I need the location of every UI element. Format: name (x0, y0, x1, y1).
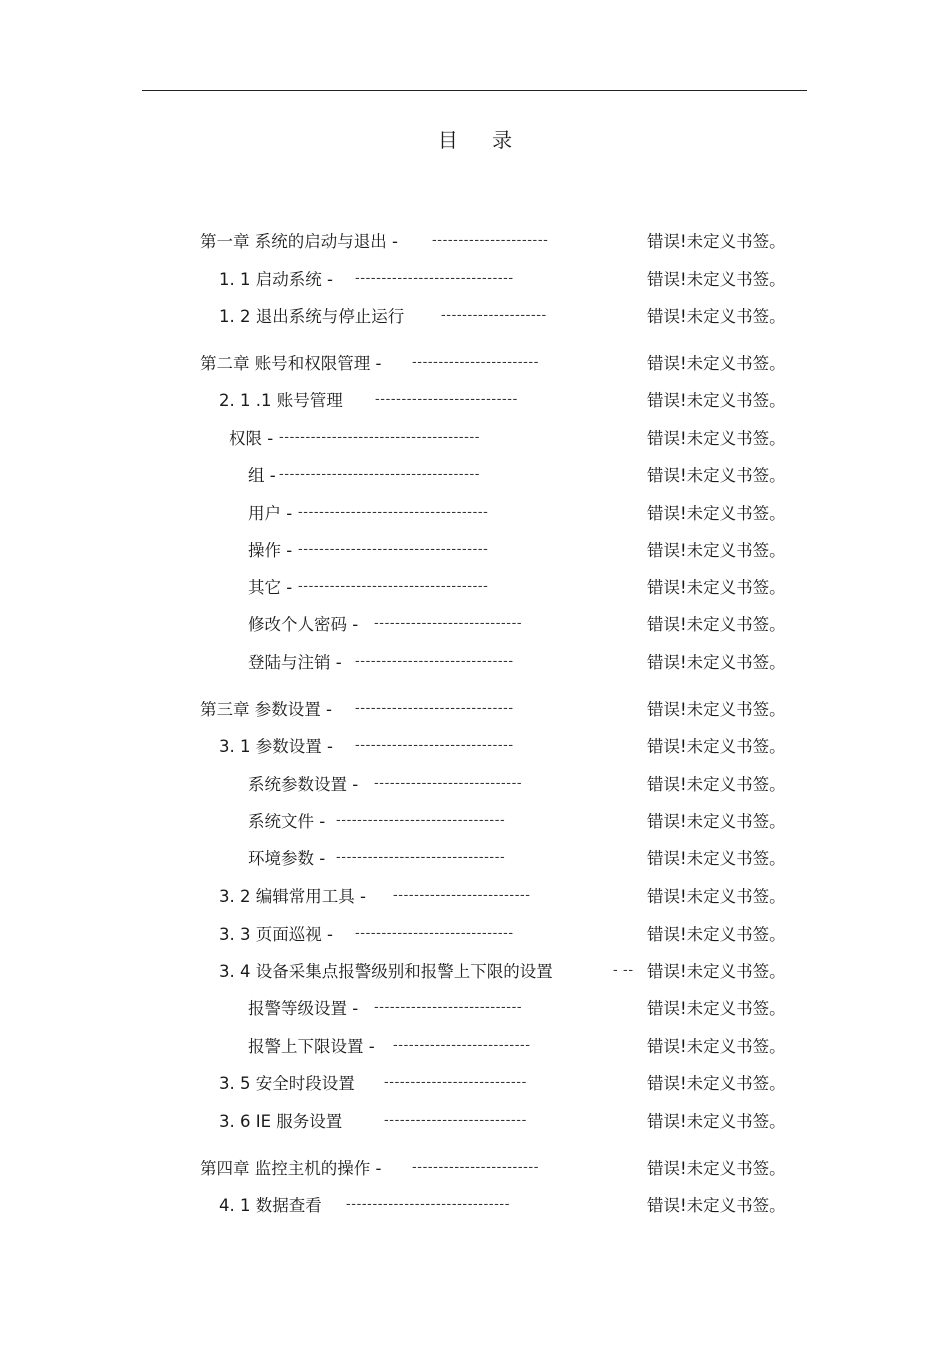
toc-dot-leader: ------------------------------- (346, 1197, 511, 1212)
toc-entry-subsection[interactable] (0, 612, 950, 638)
toc-page-ref: 错误!未定义书签。 (647, 849, 786, 868)
toc-entry-title: 3. 6 IE 服务设置 (219, 1112, 343, 1131)
toc-dot-leader: --------------------------- (384, 1075, 527, 1090)
toc-entry-section[interactable] (0, 734, 950, 760)
toc-page-ref: 错误!未定义书签。 (647, 615, 786, 634)
toc-entry-subsection[interactable] (0, 463, 950, 489)
toc-entry-title: 1. 2 退出系统与停止运行 (219, 307, 405, 326)
toc-entry-title: 第四章 监控主机的操作 - (200, 1159, 382, 1178)
toc-page-ref: 错误!未定义书签。 (647, 578, 786, 597)
toc-entry-chapter-4[interactable] (0, 1156, 950, 1182)
toc-dot-leader: ------------------------------------ (298, 542, 489, 557)
toc-page-ref: 错误!未定义书签。 (647, 391, 786, 410)
toc-page-ref: 错误!未定义书签。 (647, 1074, 786, 1093)
toc-entry-title: 1. 1 启动系统 - (219, 270, 333, 289)
toc-page-ref: 错误!未定义书签。 (647, 1112, 786, 1131)
toc-entry-section[interactable] (0, 267, 950, 293)
toc-dot-leader: -------------------------- (393, 888, 531, 903)
toc-entry-title: 组 - (248, 466, 276, 485)
toc-page-ref: 错误!未定义书签。 (647, 429, 786, 448)
toc-page-ref: 错误!未定义书签。 (647, 700, 786, 719)
toc-dot-leader: --------------------------- (375, 392, 518, 407)
toc-entry-title: 3. 3 页面巡视 - (219, 925, 333, 944)
toc-page-ref: 错误!未定义书签。 (647, 999, 786, 1018)
toc-entry-title: 其它 - (248, 578, 293, 597)
toc-dot-leader: -------------------------- (393, 1038, 531, 1053)
toc-dot-leader: ------------------------------ (355, 701, 514, 716)
toc-entry-subsection[interactable] (0, 426, 950, 452)
toc-dot-leader: ------------------------------ (355, 738, 514, 753)
toc-entry-section[interactable] (0, 884, 950, 910)
toc-entry-section[interactable] (0, 1071, 950, 1097)
toc-entry-title: 第一章 系统的启动与退出 - (200, 232, 398, 251)
toc-entry-subsection[interactable] (0, 501, 950, 527)
toc-page-ref: 错误!未定义书签。 (647, 270, 786, 289)
toc-entry-title: 第三章 参数设置 - (200, 700, 332, 719)
toc-entry-title: 修改个人密码 - (248, 615, 359, 634)
toc-entry-subsection[interactable] (0, 846, 950, 872)
toc-entry-title: 系统参数设置 - (248, 775, 359, 794)
toc-entry-section[interactable] (0, 304, 950, 330)
toc-dot-leader: ------------------------ (412, 355, 539, 370)
toc-dot-leader: -------------------------------------- (279, 467, 481, 482)
toc-page-ref: 错误!未定义书签。 (647, 232, 786, 251)
toc-page-ref: 错误!未定义书签。 (647, 466, 786, 485)
toc-entry-subsection[interactable] (0, 772, 950, 798)
toc-dot-leader: ------------------------ (412, 1160, 539, 1175)
toc-entry-subsection[interactable] (0, 650, 950, 676)
toc-entry-section[interactable] (0, 959, 950, 985)
toc-entry-title: 权限 - (229, 429, 274, 448)
toc-dot-leader: ---------------------------- (374, 1000, 523, 1015)
toc-dot-leader: ---------------------------- (374, 616, 523, 631)
toc-title: 目 录 (437, 128, 527, 152)
toc-dot-leader: -------------------------------- (336, 850, 506, 865)
toc-entry-subsection[interactable] (0, 538, 950, 564)
toc-dot-leader: ------------------------------ (355, 271, 514, 286)
toc-page-ref: 错误!未定义书签。 (647, 354, 786, 373)
toc-dot-leader: ---------------------------- (374, 776, 523, 791)
toc-page-ref: 错误!未定义书签。 (647, 962, 786, 981)
toc-entry-title: 登陆与注销 - (248, 653, 342, 672)
toc-entry-title: 3. 5 安全时段设置 (219, 1074, 355, 1093)
toc-page-ref: 错误!未定义书签。 (647, 775, 786, 794)
toc-entry-subsection[interactable] (0, 809, 950, 835)
toc-dot-leader: --------------------------- (384, 1113, 527, 1128)
toc-entry-section[interactable] (0, 1109, 950, 1135)
toc-entry-title: 系统文件 - (248, 812, 326, 831)
toc-entry-subsection[interactable] (0, 1034, 950, 1060)
toc-entry-title: 报警等级设置 - (248, 999, 359, 1018)
toc-entry-title: 第二章 账号和权限管理 - (200, 354, 382, 373)
toc-entry-title: 用户 - (248, 504, 293, 523)
toc-entry-section[interactable] (0, 922, 950, 948)
toc-dot-leader: ------------------------------------ (298, 505, 489, 520)
toc-page-ref: 错误!未定义书签。 (647, 653, 786, 672)
toc-page-ref: 错误!未定义书签。 (647, 307, 786, 326)
toc-entry-title: 环境参数 - (248, 849, 326, 868)
toc-entry-title: 3. 4 设备采集点报警级别和报警上下限的设置 (219, 962, 553, 981)
toc-entry-title: 操作 - (248, 541, 293, 560)
toc-entry-chapter-3[interactable] (0, 697, 950, 723)
toc-entry-section[interactable] (0, 1193, 950, 1219)
toc-entry-section[interactable] (0, 388, 950, 414)
toc-dot-leader: ------------------------------------ (298, 579, 489, 594)
toc-page-ref: 错误!未定义书签。 (647, 504, 786, 523)
toc-page-ref: 错误!未定义书签。 (647, 1159, 786, 1178)
toc-page-ref: 错误!未定义书签。 (647, 812, 786, 831)
toc-page-ref: 错误!未定义书签。 (647, 887, 786, 906)
toc-entry-chapter-1[interactable] (0, 229, 950, 255)
toc-page-ref: 错误!未定义书签。 (647, 541, 786, 560)
toc-dot-leader: -------------------------------- (336, 813, 506, 828)
toc-entry-title: 3. 1 参数设置 - (219, 737, 333, 756)
toc-dot-leader: ---------------------- (432, 233, 549, 248)
toc-entry-title: 3. 2 编辑常用工具 - (219, 887, 366, 906)
toc-dot-leader: -------------------- (441, 308, 547, 323)
toc-page-ref: 错误!未定义书签。 (647, 925, 786, 944)
toc-entry-title: 4. 1 数据查看 (219, 1196, 322, 1215)
toc-dot-leader: ------------------------------ (355, 926, 514, 941)
toc-entry-subsection[interactable] (0, 575, 950, 601)
toc-dot-leader: ------------------------------ (355, 654, 514, 669)
toc-entry-title: 2. 1 .1 账号管理 (219, 391, 343, 410)
toc-entry-title: 报警上下限设置 - (248, 1037, 375, 1056)
toc-entry-chapter-2[interactable] (0, 351, 950, 377)
toc-page-ref: 错误!未定义书签。 (647, 1037, 786, 1056)
toc-entry-subsection[interactable] (0, 996, 950, 1022)
toc-dot-leader: - -- (613, 963, 634, 978)
toc-page-ref: 错误!未定义书签。 (647, 737, 786, 756)
toc-page-ref: 错误!未定义书签。 (647, 1196, 786, 1215)
toc-dot-leader: -------------------------------------- (279, 430, 481, 445)
